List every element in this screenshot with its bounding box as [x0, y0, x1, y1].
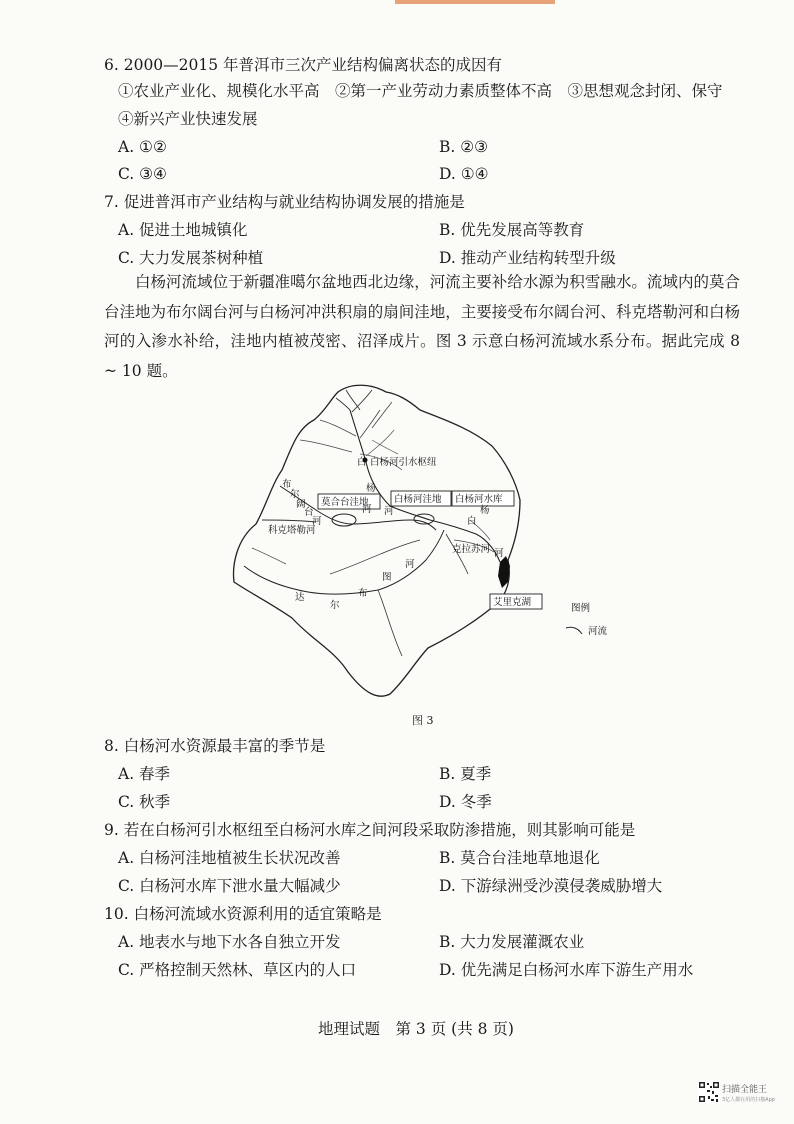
figure-caption: 图 3	[412, 714, 434, 727]
river-upper-branch-1	[336, 390, 372, 412]
bu-label: 布	[282, 479, 292, 490]
q7-option-d[interactable]: D. 推动产业结构转型升级	[439, 249, 616, 267]
q7-option-c[interactable]: C. 大力发展茶树种植	[118, 249, 264, 267]
q7-option-a[interactable]: A. 促进土地城镇化	[118, 221, 248, 239]
basin-outline	[234, 385, 520, 696]
river-tributary-5	[252, 548, 286, 564]
da-label: 达	[295, 592, 305, 603]
baiyanghe-label: 白杨河洼地	[394, 494, 442, 505]
q6-option-b[interactable]: B. ②③	[439, 138, 489, 156]
legend-river-symbol	[566, 627, 582, 634]
qr-code-icon	[698, 1081, 720, 1103]
er2-label: 尔	[330, 600, 340, 611]
passage-text: 白杨河流域位于新疆准噶尔盆地西北边缘，河流主要补给水源为积雪融水。流域内的莫合台洼地为布尔阔台河与白杨河冲洪积扇的扇间洼地，主要接受布尔阔台河、科克塔勒河和白杨河的入渗水补给，洼地内植被茂密、沼泽成片。图 3 示意白杨河流域水系分布。据此完成 8 ~ 10 题。	[104, 273, 740, 380]
kelasu-label: 克拉苏河	[452, 544, 491, 555]
yang-label: 杨	[366, 483, 376, 494]
legend-river-label: 河流	[588, 626, 608, 637]
tai-label: 台	[304, 507, 314, 518]
q6-option-a[interactable]: A. ①②	[118, 138, 167, 156]
q9-option-d[interactable]: D. 下游绿洲受沙漠侵袭威胁增大	[439, 877, 663, 895]
q7-option-b[interactable]: B. 优先发展高等教育	[439, 221, 585, 239]
river-keketale	[262, 520, 316, 522]
yang2-label: 杨	[480, 505, 490, 516]
keketale-label: 科克塔勒河	[268, 525, 316, 536]
mohe-depression	[332, 514, 356, 526]
q8-option-d[interactable]: D. 冬季	[439, 793, 492, 811]
q9-option-a[interactable]: A. 白杨河洼地植被生长状况改善	[118, 849, 341, 867]
bai2-label: 白	[467, 516, 477, 527]
scanner-watermark	[722, 1082, 775, 1103]
bai-top-label: 白	[357, 457, 367, 468]
q6-option-d[interactable]: D. ①④	[439, 165, 489, 183]
q6-items-line2: ④新兴产业快速发展	[118, 110, 258, 128]
he5-label: 河	[362, 504, 372, 515]
q6-stem: 6. 2000—2015 年普洱市三次产业结构偏离状态的成因有	[104, 56, 503, 74]
q10-option-a[interactable]: A. 地表水与地下水各自独立开发	[118, 933, 341, 951]
q6-items-line1: ①农业产业化、规模化水平高 ②第一产业劳动力素质整体不高 ③思想观念封闭、保守	[118, 82, 723, 100]
watermark-sub: 3亿人都在用的扫描App	[722, 1097, 775, 1103]
ailike-label: 艾里克湖	[493, 597, 532, 608]
reservoir-label: 白杨河水库	[455, 494, 503, 505]
q10-stem: 10. 白杨河流域水资源利用的适宜策略是	[104, 905, 382, 923]
q7-stem: 7. 促进普洱市产业结构与就业结构协调发展的措施是	[104, 193, 465, 211]
q10-option-d[interactable]: D. 优先满足白杨河水库下游生产用水	[439, 961, 694, 979]
tu-label: 图	[382, 572, 392, 583]
page-footer: 地理试题 第 3 页 (共 8 页)	[318, 1020, 514, 1038]
diversion-hub-label: 白杨河引水枢纽	[370, 457, 437, 468]
q8-option-a[interactable]: A. 春季	[118, 765, 171, 783]
q8-option-b[interactable]: B. 夏季	[439, 765, 492, 783]
mohe-label: 莫合台洼地	[321, 497, 369, 508]
q9-option-c[interactable]: C. 白杨河水库下泄水量大幅减少	[118, 877, 341, 895]
he3-label: 河	[312, 516, 322, 527]
er-label: 尔	[290, 489, 300, 500]
bu2-label: 布	[358, 588, 368, 599]
q6-option-c[interactable]: C. ③④	[118, 165, 167, 183]
q10-option-b[interactable]: B. 大力发展灌溉农业	[439, 933, 585, 951]
q8-option-c[interactable]: C. 秋季	[118, 793, 171, 811]
q10-option-c[interactable]: C. 严格控制天然林、草区内的人口	[118, 961, 357, 979]
kuo-label: 阔	[296, 499, 306, 510]
he-label: 河	[384, 506, 394, 517]
he2-label: 河	[494, 548, 504, 559]
q9-option-b[interactable]: B. 莫合台洼地草地退化	[439, 849, 600, 867]
watermark-brand: 扫描全能王	[722, 1085, 768, 1095]
legend-title: 图例	[571, 603, 591, 614]
river-tributary-1	[378, 590, 402, 656]
q8-stem: 8. 白杨河水资源最丰富的季节是	[104, 737, 326, 755]
q9-stem: 9. 若在白杨河引水枢纽至白杨河水库之间河段采取防渗措施，则其影响可能是	[104, 821, 636, 839]
river-upper-branch-2	[300, 402, 392, 452]
he4-label: 河	[405, 559, 415, 570]
